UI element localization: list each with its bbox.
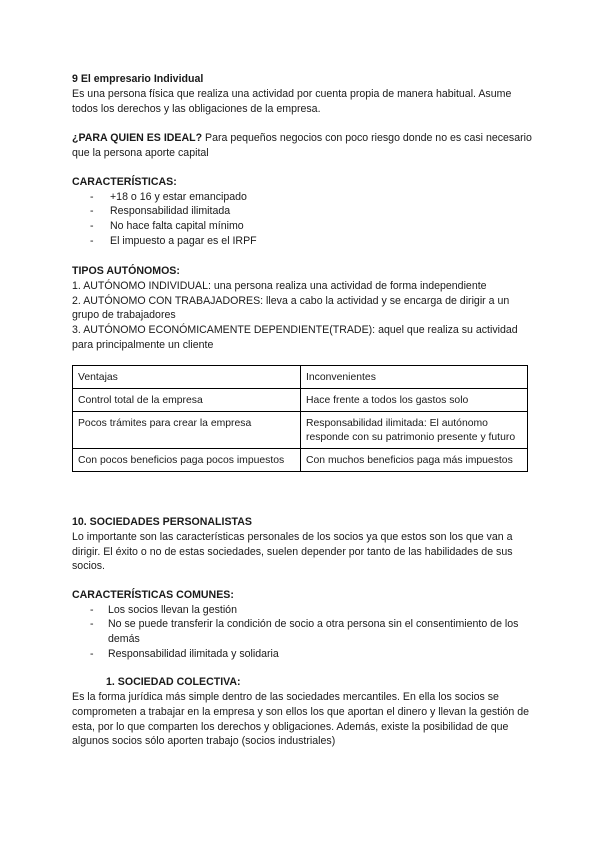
table-cell: Hace frente a todos los gastos solo <box>301 389 528 412</box>
table-cell: Con muchos beneficios paga más impuestos <box>301 448 528 471</box>
table-cell: Con pocos beneficios paga pocos impuestos <box>73 448 301 471</box>
section-10-intro <box>72 515 532 574</box>
tipo-item: 3. AUTÓNOMO ECONÓMICAMENTE DEPENDIENTE(TRADE): aquel que realiza su actividad para principalmente un cliente <box>72 324 518 351</box>
section-9-body: Es una persona física que realiza una actividad por cuenta propia de manera habitual. Asume todos los derechos y las obligaciones de la empresa. <box>72 87 512 115</box>
colectiva-title: 1. SOCIEDAD COLECTIVA: <box>106 676 241 688</box>
ideal-paragraph <box>72 131 532 161</box>
list-item: - Responsabilidad ilimitada y solidaria <box>72 647 532 662</box>
colectiva-block <box>72 690 532 749</box>
list-item: - No se puede transferir la condición de socio a otra persona sin el consentimiento de los demás <box>72 617 532 646</box>
list-item: - Los socios llevan la gestión <box>72 603 532 618</box>
section-9-intro <box>72 72 532 116</box>
comunes-title: CARACTERÍSTICAS COMUNES: <box>72 589 234 601</box>
table-cell: Pocos trámites para crear la empresa <box>73 412 301 448</box>
table-cell: Control total de la empresa <box>73 389 301 412</box>
table-row <box>73 389 528 412</box>
list-item: - +18 o 16 y estar emancipado <box>72 190 532 205</box>
caracteristicas-block <box>72 175 532 248</box>
comunes-block <box>72 588 532 661</box>
tipo-item: 2. AUTÓNOMO CON TRABAJADORES: lleva a cabo la actividad y se encarga de dirigir a un grupo de trabajadores <box>72 294 510 322</box>
ideal-label: ¿PARA QUIEN ES IDEAL? <box>72 132 203 144</box>
section-10-body: Lo importante son las características personales de los socios ya que estos son los que van a dirigir. El éxito o no de estas sociedades, suelen depender por tanto de las habilidades de sus socios. <box>72 530 513 573</box>
comunes-list <box>72 603 532 661</box>
header-inconvenientes: Inconvenientes <box>301 366 528 389</box>
section-10-title: 10. SOCIEDADES PERSONALISTAS <box>72 516 252 528</box>
table-header-row <box>73 366 528 389</box>
colectiva-body: Es la forma jurídica más simple dentro de las sociedades mercantiles. En ella los socios se comprometen a trabajar en la empresa y son ellos los que aportan el dinero y llevan la gestión de esta, por lo que comparten los derechos y obligaciones. Además, existe la posibilidad de que algunos socios sólo aporten trabajo (socios industriales) <box>72 691 529 748</box>
list-item: - No hace falta capital mínimo <box>72 219 532 234</box>
table-cell: Responsabilidad ilimitada: El autónomo responde con su patrimonio presente y futuro <box>301 412 528 448</box>
caracteristicas-title: CARACTERÍSTICAS: <box>72 176 177 188</box>
tipo-item: 1. AUTÓNOMO INDIVIDUAL: una persona realiza una actividad de forma independiente <box>72 279 487 292</box>
section-9-title: 9 El empresario Individual <box>72 73 204 85</box>
ventajas-table <box>72 365 528 472</box>
ideal-text: Para pequeños negocios con poco riesgo donde no es casi necesario que la persona aporte capital <box>72 132 532 159</box>
table-row <box>73 412 528 448</box>
caracteristicas-list <box>72 190 532 248</box>
header-ventajas: Ventajas <box>73 366 301 389</box>
list-item: - El impuesto a pagar es el IRPF <box>72 234 532 249</box>
tipos-block <box>72 264 532 353</box>
tipos-title: TIPOS AUTÓNOMOS: <box>72 265 180 277</box>
table-row <box>73 448 528 471</box>
list-item: - Responsabilidad ilimitada <box>72 204 532 219</box>
